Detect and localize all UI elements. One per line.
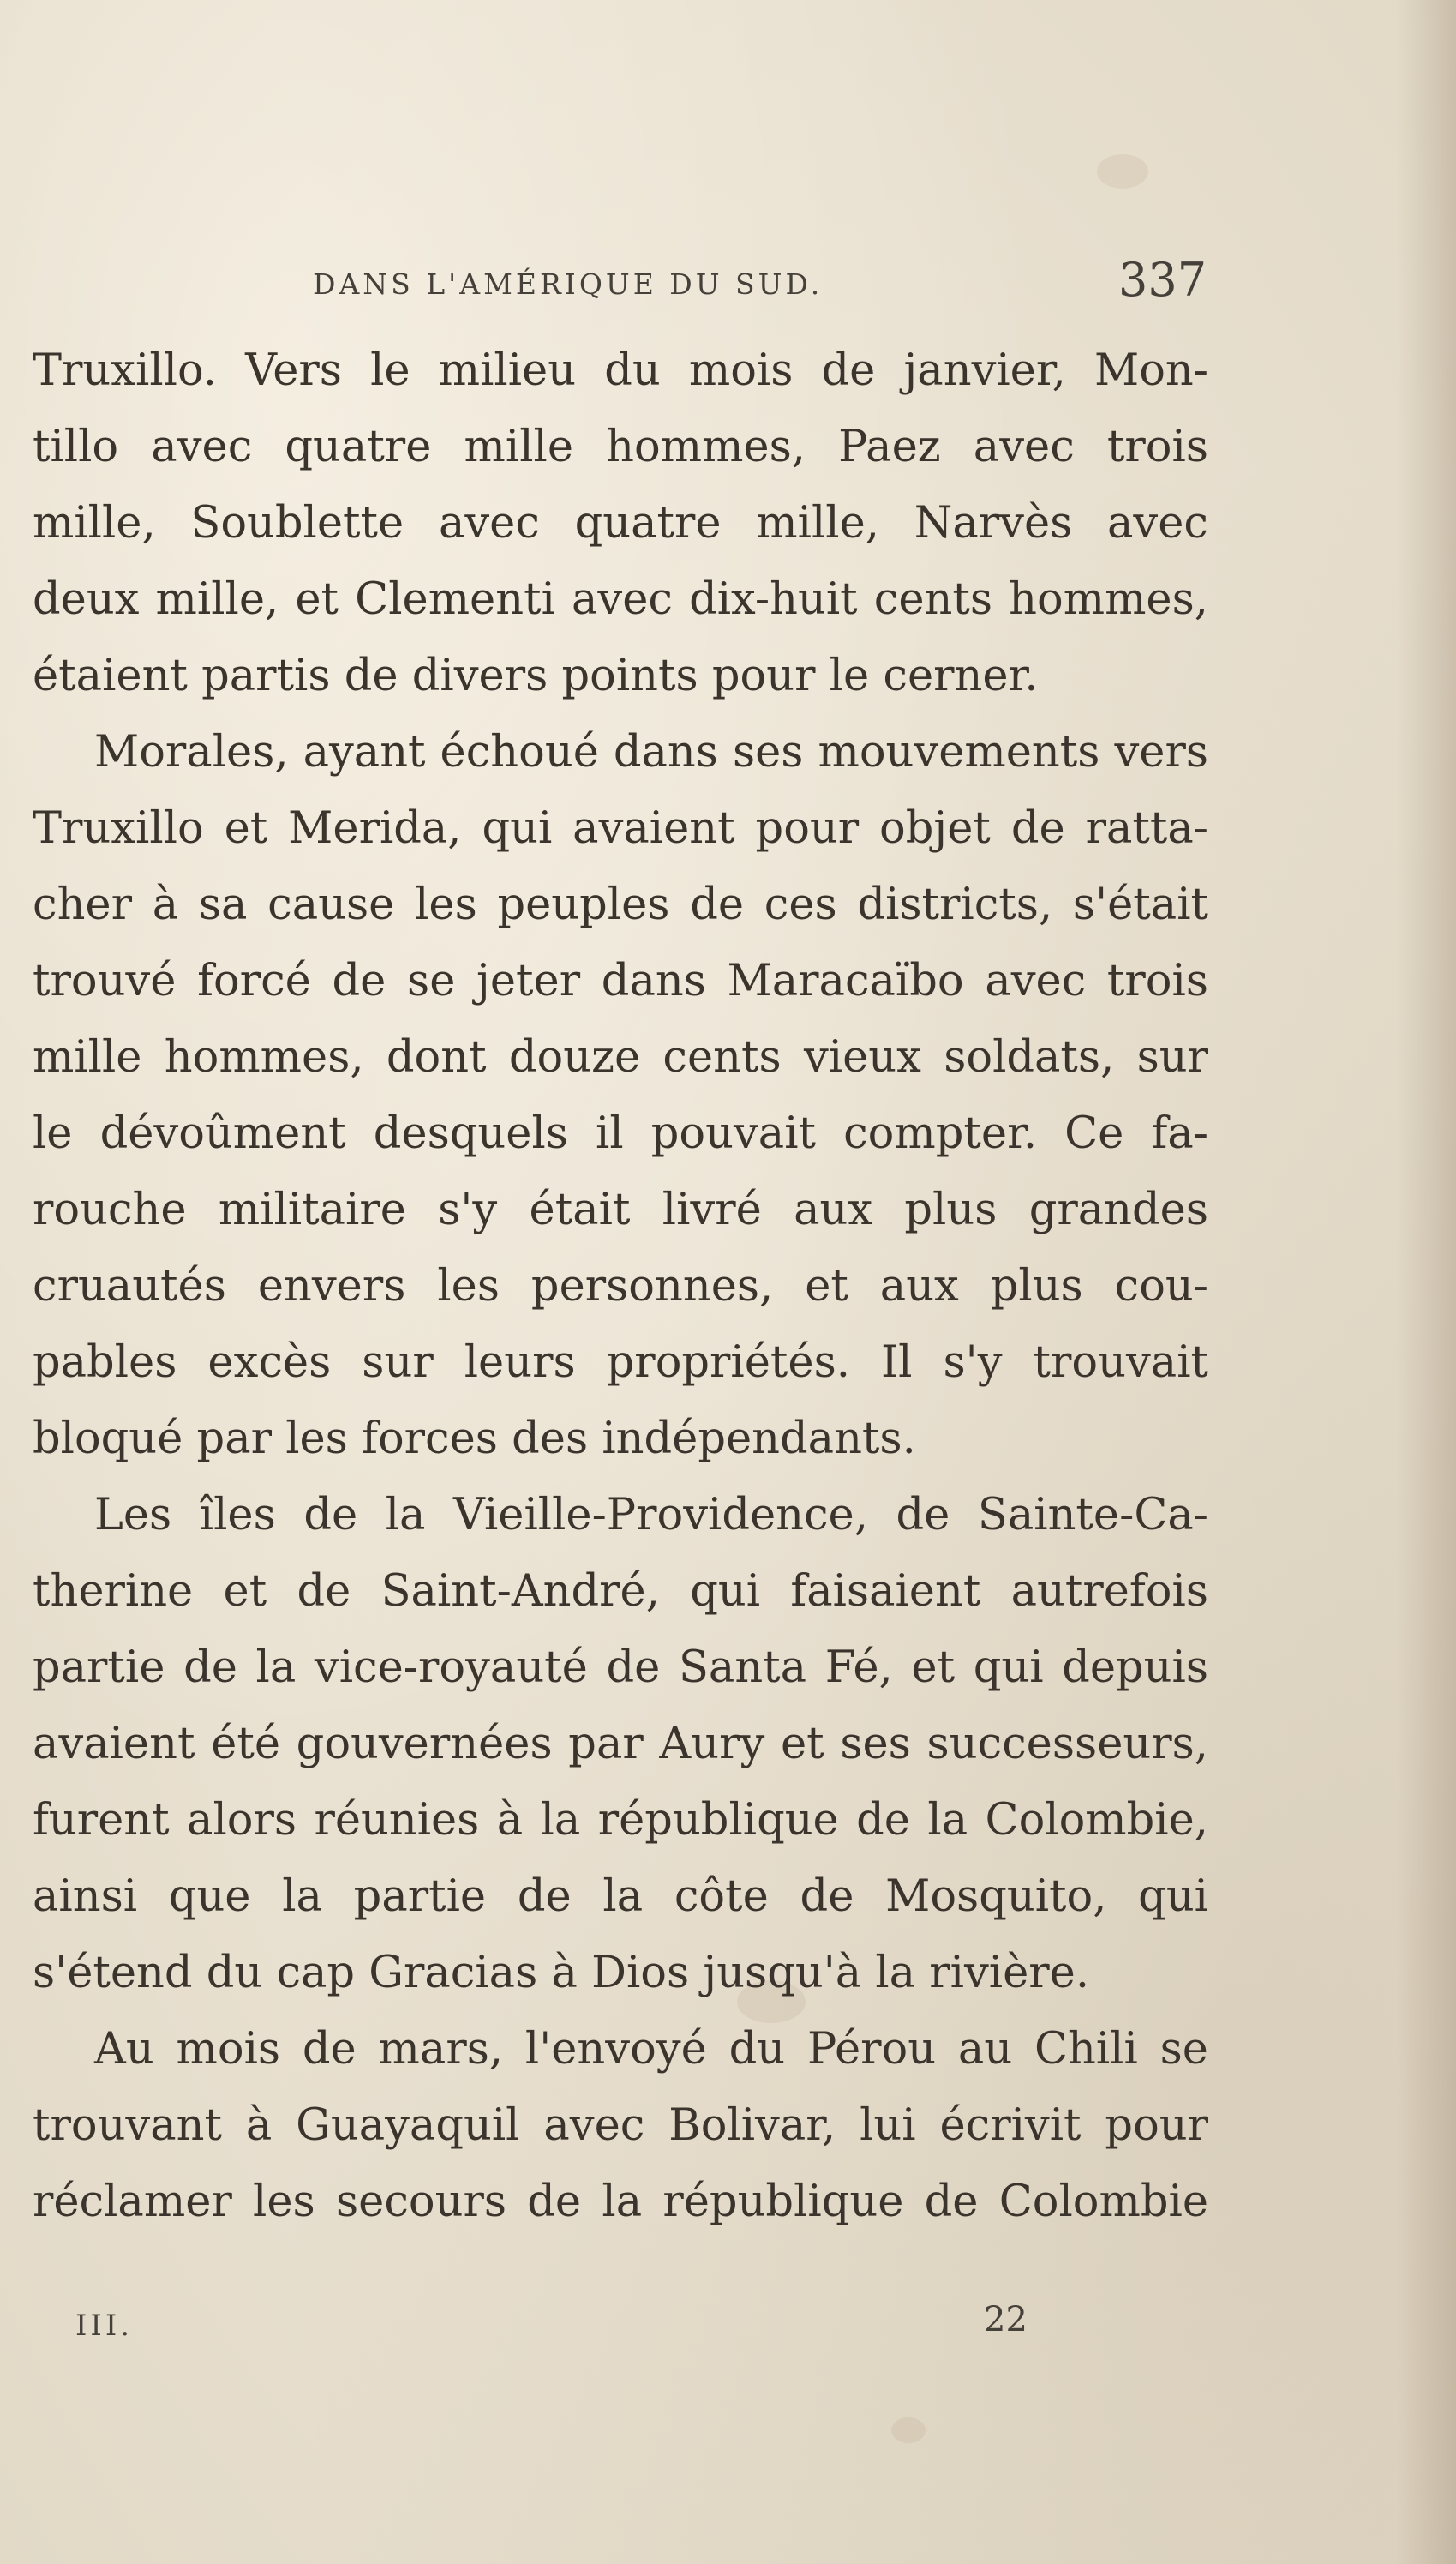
text-line: trouvant à Guayaquil avec Bolivar, lui écrivit pour [33,2100,1208,2151]
text-line: Morales, ayant échoué dans ses mouvements vers [94,727,1208,778]
text-line: cher à sa cause les peuples de ces districts, s'était [33,880,1208,930]
text-line: pables excès sur leurs propriétés. Il s'y trouvait [33,1337,1208,1388]
text-line: Les îles de la Vieille-Providence, de Sainte-Ca- [94,1490,1208,1540]
text-line: rouche militaire s'y était livré aux plus grandes [33,1185,1208,1235]
text-line: avaient été gouvernées par Aury et ses successeurs, [33,1719,1208,1769]
text-line: s'étend du cap Gracias à Dios jusqu'à la rivière. [33,1948,1090,1998]
text-line: partie de la vice-royauté de Santa Fé, et qui depuis [33,1642,1208,1693]
text-line: bloqué par les forces des indépendants. [33,1414,916,1464]
text-line: trouvé forcé de se jeter dans Maracaïbo avec trois [33,956,1208,1006]
text-line: Truxillo. Vers le milieu du mois de janvier, Mon- [33,345,1208,396]
text-line: furent alors réunies à la république de la Colombie, [33,1795,1208,1846]
body-text [33,333,1208,2240]
foxing-spot [1097,154,1148,189]
foxing-spot [891,2417,926,2443]
text-line: therine et de Saint-André, qui faisaient autrefois [33,1566,1208,1617]
signature-mark: III. [75,2309,134,2343]
text-line: tillo avec quatre mille hommes, Paez avec trois [33,422,1208,472]
text-line: mille, Soublette avec quatre mille, Narvès avec [33,498,1208,549]
gathering-number: 22 [984,2300,1028,2339]
text-line: cruautés envers les personnes, et aux plus cou- [33,1261,1208,1312]
text-line: réclamer les secours de la république de Colombie [33,2177,1208,2227]
text-line: le dévoûment desquels il pouvait compter. Ce fa- [33,1108,1208,1159]
page-number: 337 [1118,253,1207,307]
text-line: étaient partis de divers points pour le cerner. [33,651,1039,701]
text-line: deux mille, et Clementi avec dix-huit cents hommes, [33,574,1208,625]
text-line: Truxillo et Merida, qui avaient pour objet de ratta- [33,803,1208,854]
text-line: ainsi que la partie de la côte de Mosquito, qui [33,1871,1208,1922]
text-line: mille hommes, dont douze cents vieux soldats, sur [33,1032,1208,1083]
running-head-title: DANS L'AMÉRIQUE DU SUD. [313,267,824,301]
text-line: Au mois de mars, l'envoyé du Pérou au Chili se [94,2024,1208,2075]
page-edge-shadow [1396,0,1456,2564]
